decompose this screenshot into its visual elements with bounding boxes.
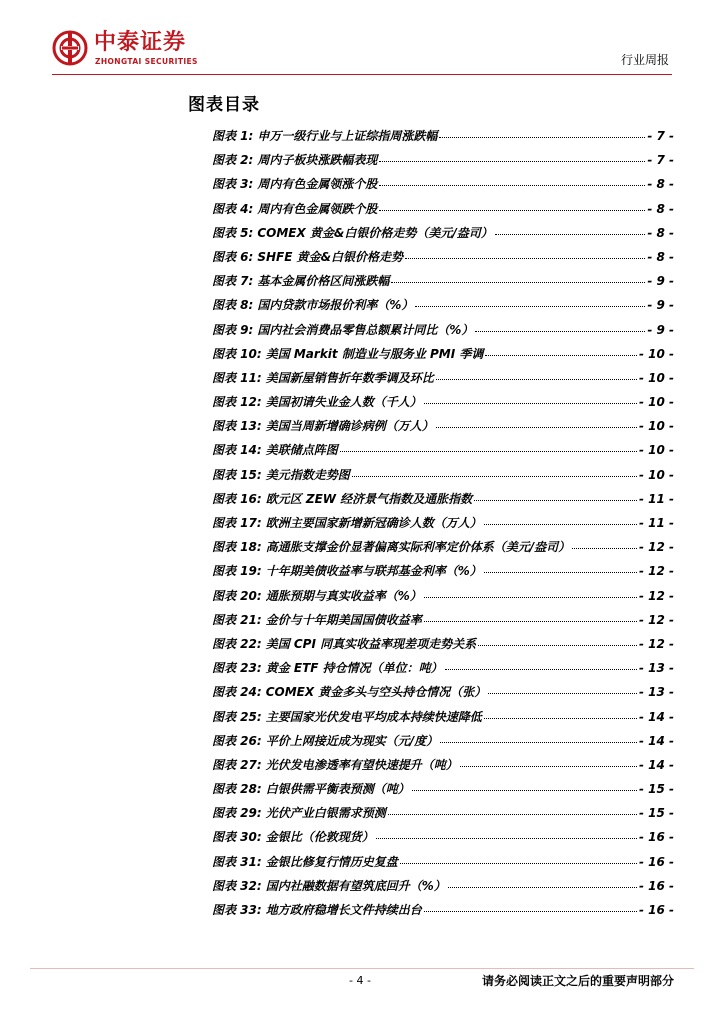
toc-entry[interactable] <box>212 562 674 586</box>
logo-chinese-name: 中泰证券 <box>94 30 187 55</box>
footer-disclaimer: 请务必阅读正文之后的重要声明部分 <box>481 974 674 988</box>
toc-dot-leader <box>379 210 645 211</box>
toc-entry-title: 美联储点阵图 <box>265 443 338 458</box>
logo-english-name: ZHONGTAI SECURITIES <box>95 57 198 66</box>
toc-entry-page: - 8 - <box>647 177 674 192</box>
toc-entry-label: 图表 19: <box>212 564 262 579</box>
toc-entry-title: COMEX 黄金多头与空头持仓情况（张） <box>265 685 487 700</box>
toc-entry[interactable] <box>212 708 674 732</box>
toc-entry-label: 图表 4: <box>212 201 254 216</box>
toc-entry-title: 金银比（伦敦现货） <box>265 830 374 845</box>
toc-entry-page: - 14 - <box>638 733 674 748</box>
toc-dot-leader <box>485 355 637 356</box>
toc-entry[interactable] <box>212 635 674 659</box>
toc-entry-title: 周内有色金属领跌个股 <box>257 201 378 216</box>
toc-entry-page: - 8 - <box>647 225 674 240</box>
toc-entry-label: 图表 5: <box>212 225 254 240</box>
toc-entry-title: 国内贷款市场报价利率（%） <box>257 298 414 313</box>
toc-entry[interactable] <box>212 756 674 780</box>
toc-entry-page: - 13 - <box>638 661 674 676</box>
toc-entry-title: 地方政府稳增长文件持续出台 <box>265 903 422 917</box>
toc-entry-title: 美国 CPI 同真实收益率现差项走势关系 <box>265 636 477 651</box>
toc-dot-leader <box>379 161 645 162</box>
toc-entry-label: 图表 24: <box>212 685 262 700</box>
toc-entry-page: - 11 - <box>638 516 674 530</box>
toc-entry[interactable] <box>212 296 674 320</box>
toc-entry-page: - 10 - <box>638 370 674 385</box>
toc-entry[interactable] <box>212 248 674 272</box>
toc-entry[interactable] <box>212 877 674 901</box>
toc-entry-page: - 9 - <box>647 322 674 337</box>
toc-entry[interactable] <box>212 804 674 828</box>
toc-entry-page: - 9 - <box>647 298 674 313</box>
toc-entry-label: 图表 29: <box>212 806 262 821</box>
toc-entry-label: 图表 21: <box>212 612 262 627</box>
toc-entry[interactable] <box>212 659 674 683</box>
toc-entry-label: 图表 32: <box>212 878 262 893</box>
toc-dot-leader <box>424 621 637 622</box>
toc-dot-leader <box>445 669 637 670</box>
toc-entry-page: - 16 - <box>638 854 674 869</box>
toc-entry-label: 图表 9: <box>212 322 254 337</box>
toc-entry-title: 主要国家光伏发电平均成本持续快速降低 <box>265 709 482 724</box>
toc-entry-page: - 10 - <box>638 346 674 361</box>
toc-entry-label: 图表 20: <box>212 588 262 603</box>
toc-dot-leader <box>488 693 637 694</box>
toc-entry-title: 美国初请失业金人数（千人） <box>265 395 422 410</box>
toc-entry-label: 图表 17: <box>212 516 262 530</box>
toc-entry-title: 白银供需平衡表预测（吨） <box>265 782 410 797</box>
toc-entry-title: 光伏产业白银需求预测 <box>265 806 386 821</box>
toc-entry-page: - 12 - <box>638 540 674 555</box>
toc-entry-title: 平价上网接近成为现实（元/度） <box>265 733 439 748</box>
toc-entry-title: 欧洲主要国家新增新冠确诊人数（万人） <box>265 516 482 530</box>
toc-entry-page: - 16 - <box>638 878 674 893</box>
toc-entry-page: - 8 - <box>647 249 674 264</box>
toc-dot-leader <box>424 403 637 404</box>
header-divider <box>52 74 672 75</box>
toc-dot-leader <box>379 185 645 186</box>
toc-dot-leader <box>352 476 637 477</box>
toc-entry[interactable] <box>212 538 674 562</box>
toc-dot-leader <box>460 766 637 767</box>
toc-entry[interactable] <box>212 587 674 611</box>
toc-dot-leader <box>436 427 637 428</box>
toc-dot-leader <box>376 838 637 839</box>
toc-entry-page: - 15 - <box>638 782 674 797</box>
toc-entry-title: 金价与十年期美国国债收益率 <box>265 612 422 627</box>
toc-entry-page: - 12 - <box>638 612 674 627</box>
toc-entry-label: 图表 2: <box>212 153 254 168</box>
toc-entry-label: 图表 1: <box>212 129 254 143</box>
toc-entry[interactable] <box>212 490 674 514</box>
toc-entry-label: 图表 26: <box>212 733 262 748</box>
toc-entry-label: 图表 14: <box>212 443 262 458</box>
toc-entry-title: 欧元区 ZEW 经济景气指数及通胀指数 <box>265 491 473 506</box>
toc-entry-title: SHFE 黄金&白银价格走势 <box>257 249 404 264</box>
toc-title: 图表目录 <box>188 95 260 115</box>
toc-entry[interactable] <box>212 441 674 465</box>
toc-dot-leader <box>484 718 637 719</box>
toc-entry-title: 十年期美债收益率与联邦基金利率（%） <box>265 564 482 579</box>
toc-entry-title: 美元指数走势图 <box>265 467 350 482</box>
toc-entry-label: 图表 23: <box>212 661 262 676</box>
toc-entry[interactable] <box>212 466 674 490</box>
zhongtai-logo-icon <box>52 30 88 66</box>
toc-dot-leader <box>391 282 645 283</box>
toc-entry-label: 图表 12: <box>212 395 262 410</box>
toc-dot-leader <box>388 814 637 815</box>
toc-entry-label: 图表 22: <box>212 636 262 651</box>
toc-entry-label: 图表 30: <box>212 830 262 845</box>
footer-page-number: - 4 - <box>349 974 371 987</box>
toc-entry-page: - 15 - <box>638 806 674 821</box>
toc-entry-title: 美国新屋销售折年数季调及环比 <box>265 370 434 385</box>
toc-entry-title: COMEX 黄金&白银价格走势（美元/盎司） <box>257 225 493 240</box>
toc-entry[interactable] <box>212 853 674 877</box>
toc-entry-page: - 13 - <box>638 685 674 700</box>
toc-dot-leader <box>400 863 637 864</box>
toc-entry[interactable] <box>212 780 674 804</box>
toc-entry-label: 图表 28: <box>212 782 262 797</box>
toc-entry-label: 图表 6: <box>212 249 254 264</box>
toc-dot-leader <box>484 524 637 525</box>
toc-entry[interactable] <box>212 901 674 925</box>
toc-dot-leader <box>436 379 637 380</box>
toc-dot-leader <box>405 258 645 259</box>
toc-entry-title: 申万一级行业与上证综指周涨跌幅 <box>257 129 438 143</box>
toc-entry-title: 金银比修复行情历史复盘 <box>265 854 398 869</box>
toc-entry-title: 周内子板块涨跌幅表现 <box>257 153 378 168</box>
toc-entry-title: 周内有色金属领涨个股 <box>257 177 378 192</box>
toc-entry-page: - 14 - <box>638 709 674 724</box>
toc-entry-title: 黄金 ETF 持仓情况（单位：吨） <box>265 661 443 676</box>
toc-entry-page: - 10 - <box>638 467 674 482</box>
company-logo <box>52 28 252 70</box>
toc-entry-page: - 9 - <box>647 274 674 289</box>
toc-entry-page: - 7 - <box>647 129 674 143</box>
toc-entry-label: 图表 3: <box>212 177 254 192</box>
toc-entry[interactable] <box>212 224 674 248</box>
toc-entry-page: - 10 - <box>638 419 674 434</box>
toc-entry-page: - 8 - <box>647 201 674 216</box>
toc-entry[interactable] <box>212 514 674 538</box>
toc-entry-label: 图表 8: <box>212 298 254 313</box>
toc-entry[interactable] <box>212 272 674 296</box>
toc-dot-leader <box>424 911 637 912</box>
toc-entry-page: - 16 - <box>638 903 674 917</box>
footer-divider <box>30 968 694 969</box>
toc-entry-title: 通胀预期与真实收益率（%） <box>265 588 422 603</box>
report-type-label: 行业周报 <box>620 53 669 67</box>
toc-entry-page: - 14 - <box>638 757 674 772</box>
toc-entry-label: 图表 11: <box>212 370 262 385</box>
toc-entry-label: 图表 7: <box>212 274 254 289</box>
toc-list <box>212 127 674 925</box>
toc-entry-title: 国内社会消费品零售总额累计同比（%） <box>257 322 474 337</box>
toc-entry-title: 美国 Markit 制造业与服务业 PMI 季调 <box>265 346 484 361</box>
toc-entry-title: 光伏发电渗透率有望快速提升（吨） <box>265 757 458 772</box>
toc-entry-label: 图表 33: <box>212 903 262 917</box>
toc-entry[interactable] <box>212 345 674 369</box>
toc-entry-page: - 7 - <box>647 153 674 168</box>
toc-entry[interactable] <box>212 611 674 635</box>
toc-entry-page: - 10 - <box>638 395 674 410</box>
toc-entry-page: - 16 - <box>638 830 674 845</box>
toc-dot-leader <box>412 790 637 791</box>
toc-entry[interactable] <box>212 127 674 151</box>
toc-entry-label: 图表 16: <box>212 491 262 506</box>
toc-dot-leader <box>474 500 637 501</box>
toc-entry-label: 图表 31: <box>212 854 262 869</box>
toc-entry-label: 图表 25: <box>212 709 262 724</box>
toc-dot-leader <box>440 742 637 743</box>
toc-entry-title: 美国当周新增确诊病例（万人） <box>265 419 434 434</box>
toc-dot-leader <box>484 572 637 573</box>
toc-dot-leader <box>439 137 645 138</box>
toc-dot-leader <box>424 597 637 598</box>
toc-entry-label: 图表 10: <box>212 346 262 361</box>
page-header <box>0 0 724 80</box>
toc-entry[interactable] <box>212 151 674 175</box>
toc-dot-leader <box>415 306 645 307</box>
toc-dot-leader <box>448 887 637 888</box>
toc-entry-page: - 12 - <box>638 588 674 603</box>
toc-entry-label: 图表 13: <box>212 419 262 434</box>
toc-dot-leader <box>478 645 637 646</box>
toc-entry-label: 图表 27: <box>212 757 262 772</box>
toc-entry-page: - 10 - <box>638 443 674 458</box>
toc-entry[interactable] <box>212 732 674 756</box>
toc-entry-title: 基本金属价格区间涨跌幅 <box>257 274 390 289</box>
toc-entry[interactable] <box>212 321 674 345</box>
toc-entry[interactable] <box>212 828 674 852</box>
toc-entry[interactable] <box>212 200 674 224</box>
toc-dot-leader <box>495 234 646 235</box>
toc-entry[interactable] <box>212 393 674 417</box>
toc-dot-leader <box>475 331 645 332</box>
toc-entry[interactable] <box>212 175 674 199</box>
toc-dot-leader <box>340 451 637 452</box>
toc-entry-page: - 12 - <box>638 564 674 579</box>
toc-entry[interactable] <box>212 417 674 441</box>
toc-dot-leader <box>572 548 637 549</box>
toc-entry-label: 图表 15: <box>212 467 262 482</box>
toc-entry[interactable] <box>212 683 674 707</box>
toc-entry-label: 图表 18: <box>212 540 262 555</box>
toc-entry-title: 国内社融数据有望筑底回升（%） <box>265 878 446 893</box>
toc-entry-page: - 12 - <box>638 636 674 651</box>
toc-entry[interactable] <box>212 369 674 393</box>
toc-entry-page: - 11 - <box>638 491 674 506</box>
toc-entry-title: 高通胀支撑金价显著偏离实际利率定价体系（美元/盎司） <box>265 540 571 555</box>
